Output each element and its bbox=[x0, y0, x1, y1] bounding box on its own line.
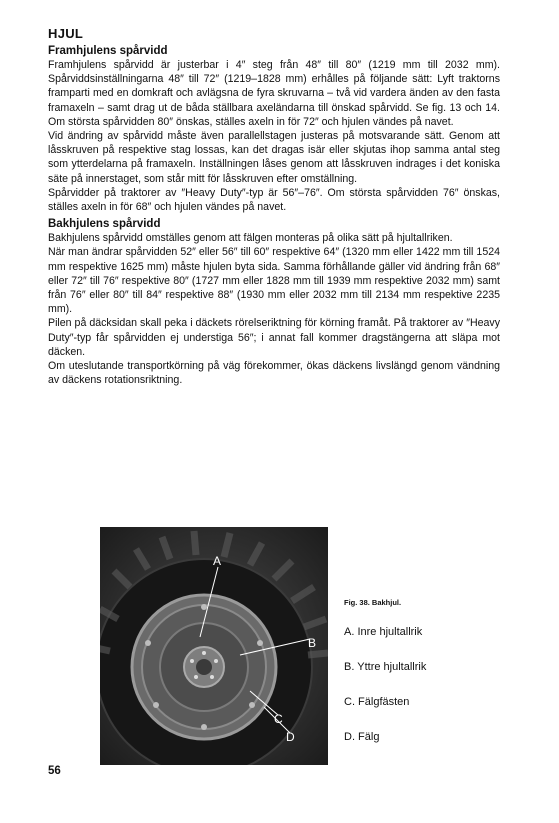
paragraph: Pilen på däcksidan skall peka i däckets rörelseriktning för körning framåt. På traktorer av ″Heavy Duty″-typ får spårvidden ej understiga 56″; i annat fall kommer dragstängerna att släpa mot däcken. bbox=[48, 317, 500, 358]
page-number: 56 bbox=[48, 765, 61, 777]
figure-label-b: B bbox=[308, 636, 317, 650]
figure-label-c: C bbox=[274, 712, 283, 726]
paragraph: Framhjulens spårvidd är justerbar i 4″ steg från 48″ till 80″ (1219 mm till 2032 mm). Spårviddsinställningarna 48″ till 72″ (1219–1828 mm) erhålles på följande sätt: Lyft traktorns framparti med en domkraft och avlägsna de fyra skruvarna – två vid vardera änden av den fasta framaxeln – samt drag ut de båda ställbara axeländarna till önskad spårvidd. Se fig. 13 och 14. Om största spårvidden 80″ önskas, ställes axeln in för 72″ och hjulen vändes på navet. bbox=[48, 59, 500, 128]
legend-item-d: D. Fälg bbox=[344, 731, 380, 743]
paragraph: När man ändrar spårvidden 52″ eller 56″ till 60″ respektive 64″ (1320 mm eller 1422 mm till 1524 mm respektive 1625 mm) måste hjulen byta sida. Samma förhållande gäller vid ändring från 68″ eller 72″ till 76″ respektive 80″ (1727 mm eller 1828 mm till 1939 mm respektive 2032 mm) samt från 76″ eller 80″ till 84″ respektive 88″ (1930 mm eller 2032 mm till 2134 mm respektive 2235 mm). bbox=[48, 246, 500, 316]
figure-label-a: A bbox=[213, 554, 222, 568]
page-title: HJUL bbox=[48, 26, 84, 41]
text-column bbox=[48, 26, 500, 387]
figure-caption: Fig. 38. Bakhjul. bbox=[344, 598, 402, 607]
section-heading-rear: Bakhjulens spårvidd bbox=[48, 218, 161, 231]
paragraph: Spårvidder på traktorer av ″Heavy Duty″-typ är 56″–76″. Om största spårvidden 76″ önskas, ställes axeln in för 68″ och hjulen vändes på navet. bbox=[48, 186, 500, 214]
figure-label-d: D bbox=[286, 730, 295, 744]
paragraph: Bakhjulens spårvidd omställes genom att fälgen monteras på olika sätt på hjultallriken. bbox=[48, 232, 453, 245]
section-heading-front: Framhjulens spårvidd bbox=[48, 45, 168, 57]
legend-item-c: C. Fälgfästen bbox=[344, 696, 410, 708]
rear-wheel-photo bbox=[100, 527, 328, 765]
paragraph: Om uteslutande transportkörning på väg förekommer, ökas däckens livslängd genom vändning av däckens rotationsriktning. bbox=[48, 360, 500, 387]
paragraph: Vid ändring av spårvidd måste även parallellstagen justeras på motsvarande sätt. Genom att låsskruven på respektive stag lossas, kan det dragas isär eller skjutas ihop samma antal steg som ytterdelarna på framaxeln. Inställningen låses genom att låsskruven indrages i det koniska säte på innerstaget, som står mitt för låsskruven efter omställning. bbox=[48, 130, 500, 185]
legend-item-a: A. Inre hjultallrik bbox=[344, 626, 423, 638]
hub-center bbox=[196, 659, 212, 675]
legend-item-b: B. Yttre hjultallrik bbox=[344, 661, 427, 673]
figure-caption-column bbox=[344, 598, 524, 766]
rear-wheel-illustration bbox=[100, 527, 328, 765]
